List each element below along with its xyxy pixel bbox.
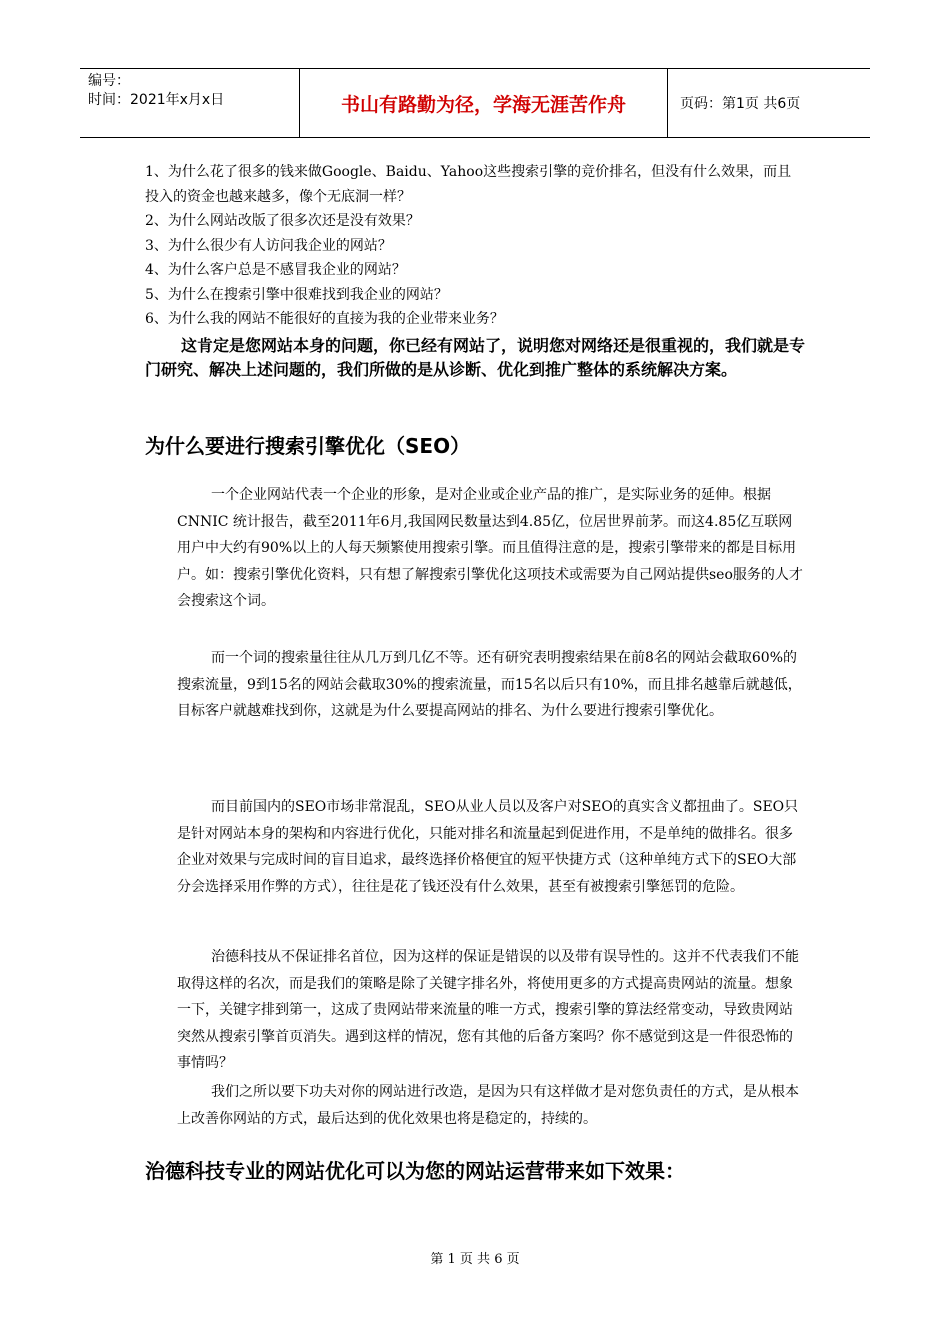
question-item: 6、为什么我的网站不能很好的直接为我的企业带来业务？ bbox=[145, 311, 504, 327]
paragraph-4: 治德科技从不保证排名首位，因为这样的保证是错误的以及带有误导性的。这并不代表我们不能取得这样的名次，而是我们的策略是除了关键字排名外，将使用更多的方式提高贵网站的流量。想象一下，关键字排到第一，这成了贵网站带来流量的唯一方式，搜索引擎的算法经常变动，导致贵网站突然从搜索引擎首页消失。遇到这样的情况，您有其他的后备方案吗？你不感觉到这是一件很恐怖的事情吗？ bbox=[177, 949, 799, 1071]
time-label: 时间：2021年x月x日 bbox=[88, 92, 225, 108]
questions-block bbox=[145, 160, 805, 382]
question-item: 2、为什么网站改版了很多次还是没有效果？ bbox=[145, 213, 420, 229]
header-left-cell bbox=[80, 69, 299, 137]
question-item: 4、为什么客户总是不感冒我企业的网站？ bbox=[145, 262, 406, 278]
question-item: 5、为什么在搜索引擎中很难找到我企业的网站？ bbox=[145, 286, 448, 303]
header-motto: 书山有路勤为径，学海无涯苦作舟 bbox=[299, 69, 668, 137]
page-footer: 第 1 页 共 6 页 bbox=[430, 1252, 520, 1267]
heading-why-seo: 为什么要进行搜索引擎优化（SEO） bbox=[145, 434, 471, 458]
header-page-info: 页码：第1页 共6页 bbox=[680, 96, 801, 112]
question-item: 1、为什么花了很多的钱来做Google、Baidu、Yahoo这些搜索引擎的竞价排名，但没有什么效果，而且投入的资金也越来越多，像个无底洞一样？ bbox=[145, 164, 792, 205]
paragraph-5: 我们之所以要下功夫对你的网站进行改造，是因为只有这样做才是对您负责任的方式，是从根本上改善你网站的方式，最后达到的优化效果也将是稳定的，持续的。 bbox=[177, 1084, 799, 1127]
intro-bold-paragraph: 这肯定是您网站本身的问题，你已经有网站了，说明您对网络还是很重视的，我们就是专门研究、解决上述问题的，我们所做的是从诊断、优化到推广整体的系统解决方案。 bbox=[145, 335, 806, 379]
paragraph-1: 一个企业网站代表一个企业的形象，是对企业或企业产品的推广，是实际业务的延伸。根据CNNIC 统计报告，截至2011年6月,我国网民数量达到4.85亿，位居世界前茅。而这4.85亿互联网用户中大约有90%以上的人每天频繁使用搜索引擎。而且值得注意的是，搜索引擎带来的都是目标用户。如：搜索引擎优化资料，只有想了解搜索引擎优化这项技术或需要为自己网站提供seo服务的人才会搜索这个词。 bbox=[177, 487, 803, 609]
paragraph-3: 而目前国内的SEO市场非常混乱，SEO从业人员以及客户对SEO的真实含义都扭曲了。SEO只是针对网站本身的架构和内容进行优化，只能对排名和流量起到促进作用，不是单纯的做排名。很多企业对效果与完成时间的盲目追求，最终选择价格便宜的短平快捷方式（这种单纯方式下的SEO大部分会选择采用作弊的方式），往往是花了钱还没有什么效果，甚至有被搜索引擎惩罚的危险。 bbox=[177, 799, 799, 895]
number-label: 编号： bbox=[88, 73, 130, 89]
paragraph-2: 而一个词的搜索量往往从几万到几亿不等。还有研究表明搜索结果在前8名的网站会截取60%的搜索流量，9到15名的网站会截取30%的搜索流量，而15名以后只有10%，而且排名越靠后就越低，目标客户就越难找到你，这就是为什么要提高网站的排名、为什么要进行搜索引擎优化。 bbox=[177, 650, 802, 719]
page-header bbox=[80, 68, 870, 138]
heading-effects: 治德科技专业的网站优化可以为您的网站运营带来如下效果： bbox=[145, 1159, 685, 1183]
question-item: 3、为什么很少有人访问我企业的网站？ bbox=[145, 237, 392, 254]
